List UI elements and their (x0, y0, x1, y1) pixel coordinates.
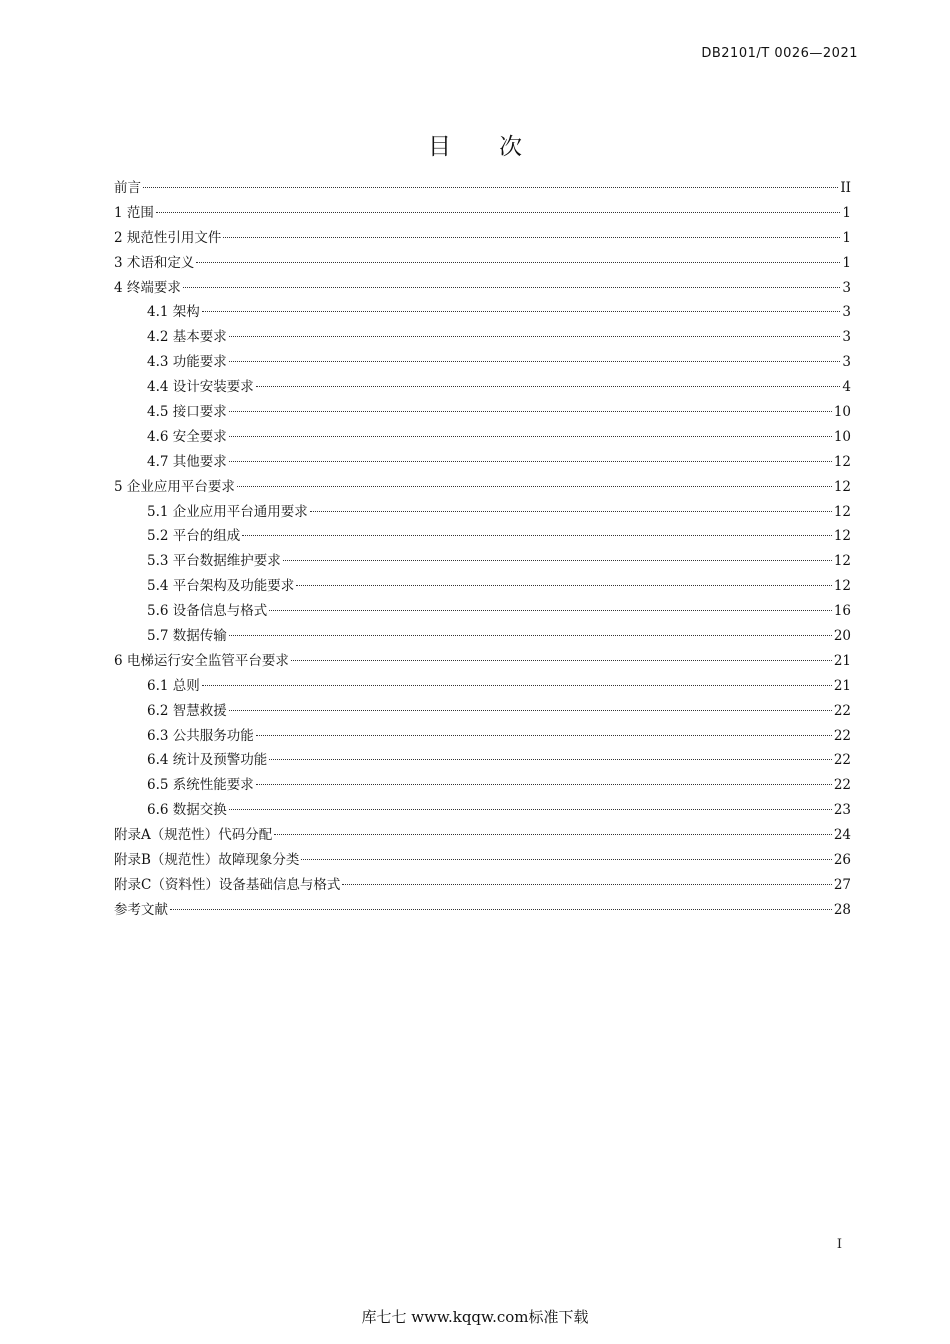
toc-entry[interactable] (114, 773, 851, 798)
toc-entry-label: 4 终端要求 (114, 279, 181, 296)
toc-leader-dots (196, 262, 840, 263)
toc-entry-label: 4.6 安全要求 (147, 428, 227, 445)
toc-entry-label: 5.7 数据传输 (147, 628, 227, 645)
toc-leader-dots (229, 635, 832, 636)
toc-entry-page: 22 (833, 727, 851, 744)
toc-leader-dots (342, 884, 831, 885)
toc-entry-label: 6.3 公共服务功能 (147, 727, 254, 744)
toc-leader-dots (229, 436, 832, 437)
toc-entry-label: 6.5 系统性能要求 (147, 777, 254, 794)
footer-watermark: 库七七 www.kqqw.com标准下载 (361, 1308, 589, 1326)
toc-leader-dots (170, 909, 832, 910)
toc-entry[interactable] (114, 475, 851, 500)
toc-entry-page: 23 (833, 802, 851, 819)
toc-entry-page: 20 (833, 628, 851, 645)
toc-entry-label: 4.5 接口要求 (147, 404, 227, 421)
toc-entry[interactable] (114, 524, 851, 549)
toc-entry-label: 1 范围 (114, 204, 154, 221)
toc-entry-page: 21 (833, 652, 851, 669)
toc-entry-label: 6.1 总则 (147, 677, 200, 694)
toc-entry[interactable] (114, 823, 851, 848)
document-code: DB2101/T 0026—2021 (701, 46, 858, 61)
toc-entry-page: 12 (833, 553, 851, 570)
toc-entry-label: 5.3 平台数据维护要求 (147, 553, 281, 570)
toc-leader-dots (256, 735, 832, 736)
toc-entry-page: 28 (833, 901, 851, 918)
toc-entry[interactable] (114, 898, 851, 923)
toc-entry-label: 4.2 基本要求 (147, 329, 227, 346)
toc-entry[interactable] (114, 848, 851, 873)
toc-entry[interactable] (114, 450, 851, 475)
toc-entry[interactable] (114, 574, 851, 599)
toc-leader-dots (256, 386, 841, 387)
toc-entry-label: 5 企业应用平台要求 (114, 478, 235, 495)
toc-entry[interactable] (114, 201, 851, 226)
toc-entry-page: 12 (833, 528, 851, 545)
toc-entry-page: 26 (833, 852, 851, 869)
toc-leader-dots (296, 585, 832, 586)
toc-entry[interactable] (114, 724, 851, 749)
toc-entry[interactable] (114, 276, 851, 301)
toc-entry-page: 12 (833, 578, 851, 595)
toc-entry[interactable] (114, 624, 851, 649)
toc-entry[interactable] (114, 176, 851, 201)
toc-entry-page: 21 (833, 677, 851, 694)
toc-entry[interactable] (114, 425, 851, 450)
toc-entry-label: 5.6 设备信息与格式 (147, 603, 268, 620)
page-title: 目次 (428, 134, 570, 160)
toc-entry-page: 24 (833, 827, 851, 844)
toc-entry-page: 22 (833, 777, 851, 794)
toc-entry[interactable] (114, 599, 851, 624)
toc-entry-page: 3 (842, 279, 851, 296)
toc-leader-dots (256, 784, 832, 785)
toc-leader-dots (269, 610, 832, 611)
toc-entry-label: 6.4 统计及预警功能 (147, 752, 268, 769)
toc-entry-page: 22 (833, 752, 851, 769)
toc-entry[interactable] (114, 798, 851, 823)
toc-leader-dots (202, 685, 832, 686)
toc-entry-label: 4.4 设计安装要求 (147, 379, 254, 396)
toc-leader-dots (156, 212, 841, 213)
toc-entry-page: 12 (833, 453, 851, 470)
toc-leader-dots (229, 461, 832, 462)
toc-entry[interactable] (114, 226, 851, 251)
toc-entry-label: 4.1 架构 (147, 304, 200, 321)
toc-leader-dots (223, 237, 840, 238)
toc-leader-dots (202, 311, 841, 312)
toc-entry-label: 附录A（规范性）代码分配 (114, 827, 273, 844)
page-number: I (836, 1237, 842, 1252)
toc-entry-page: 22 (833, 702, 851, 719)
toc-leader-dots (229, 809, 832, 810)
toc-entry-label: 6 电梯运行安全监管平台要求 (114, 652, 289, 669)
toc-leader-dots (229, 336, 841, 337)
toc-leader-dots (269, 759, 832, 760)
toc-entry[interactable] (114, 375, 851, 400)
toc-leader-dots (310, 511, 832, 512)
toc-entry-label: 前言 (114, 180, 141, 196)
toc-entry-page: 27 (833, 876, 851, 893)
toc-entry-label: 6.6 数据交换 (147, 802, 227, 819)
toc-entry[interactable] (114, 500, 851, 525)
toc-leader-dots (301, 859, 831, 860)
toc-entry[interactable] (114, 699, 851, 724)
toc-leader-dots (291, 660, 832, 661)
toc-entry-label: 6.2 智慧救援 (147, 702, 227, 719)
toc-leader-dots (283, 560, 832, 561)
toc-entry-page: 1 (842, 204, 851, 221)
toc-entry-label: 5.1 企业应用平台通用要求 (147, 503, 308, 520)
toc-entry[interactable] (114, 300, 851, 325)
toc-entry-label: 4.7 其他要求 (147, 453, 227, 470)
toc-entry-page: 10 (833, 428, 851, 445)
toc-entry-page: 1 (842, 254, 851, 271)
toc-entry-label: 2 规范性引用文件 (114, 229, 222, 246)
toc-entry[interactable] (114, 549, 851, 574)
toc-entry-page: 3 (842, 354, 851, 371)
toc-entry[interactable] (114, 649, 851, 674)
toc-entry-label: 3 术语和定义 (114, 254, 195, 271)
toc-entry-label: 参考文献 (114, 901, 168, 918)
toc-entry-label: 附录B（规范性）故障现象分类 (114, 852, 300, 869)
toc-entry[interactable] (114, 251, 851, 276)
toc-leader-dots (237, 486, 832, 487)
toc-entry-page: 12 (833, 478, 851, 495)
toc-entry[interactable] (114, 873, 851, 898)
table-of-contents (114, 176, 851, 923)
toc-entry-page: 3 (842, 304, 851, 321)
toc-entry-label: 5.2 平台的组成 (147, 528, 241, 545)
toc-entry-page: 1 (842, 229, 851, 246)
toc-entry-page: 3 (842, 329, 851, 346)
toc-entry-page: 10 (833, 404, 851, 421)
toc-entry[interactable] (114, 350, 851, 375)
toc-entry[interactable] (114, 325, 851, 350)
toc-entry-label: 4.3 功能要求 (147, 354, 227, 371)
toc-entry-page: II (840, 180, 851, 196)
toc-leader-dots (143, 187, 838, 188)
toc-entry[interactable] (114, 674, 851, 699)
toc-leader-dots (242, 535, 832, 536)
toc-entry-page: 4 (842, 379, 851, 396)
toc-entry[interactable] (114, 748, 851, 773)
toc-leader-dots (229, 710, 832, 711)
toc-entry-page: 16 (833, 603, 851, 620)
toc-entry-label: 5.4 平台架构及功能要求 (147, 578, 295, 595)
toc-leader-dots (229, 411, 832, 412)
toc-entry[interactable] (114, 400, 851, 425)
toc-leader-dots (274, 834, 832, 835)
toc-leader-dots (229, 361, 841, 362)
toc-entry-label: 附录C（资料性）设备基础信息与格式 (114, 876, 341, 893)
toc-leader-dots (183, 287, 841, 288)
toc-entry-page: 12 (833, 503, 851, 520)
